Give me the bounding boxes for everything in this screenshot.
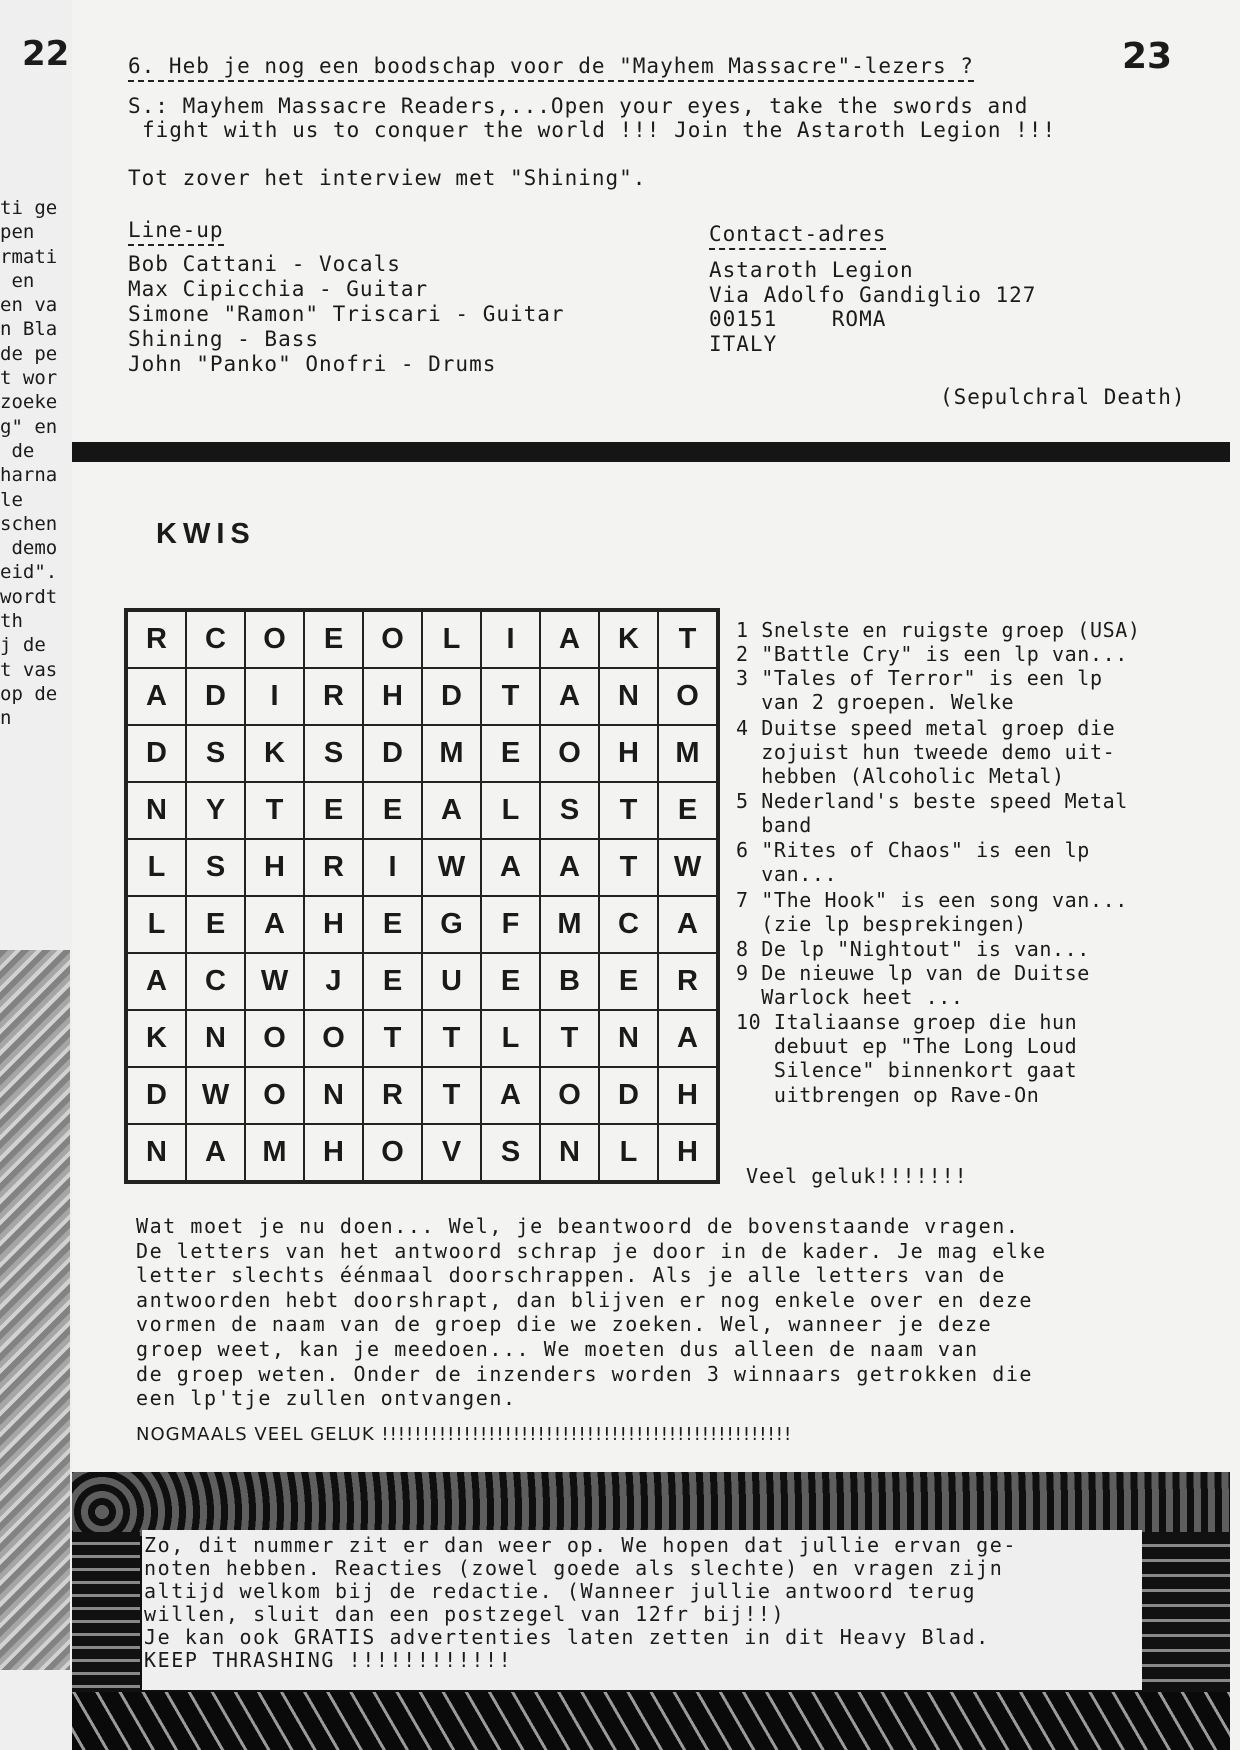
interview-closing: Tot zover het interview met "Shining".: [128, 166, 647, 190]
previous-page-text-line: zoeke: [0, 391, 58, 414]
grid-cell: T: [540, 1010, 599, 1067]
previous-page-text-line: t wor: [0, 367, 58, 390]
instruction-line: een lp'tje zullen ontvangen.: [136, 1386, 517, 1411]
quiz-question-line: 3 "Tales of Terror" is een lp: [736, 666, 1103, 690]
grid-cell: A: [481, 1067, 540, 1124]
contact-address: [709, 258, 1036, 356]
grid-cell: A: [481, 839, 540, 896]
grid-cell: N: [599, 668, 658, 725]
grid-cell: A: [186, 1124, 245, 1181]
grid-cell: E: [599, 953, 658, 1010]
grid-cell: Y: [186, 782, 245, 839]
closing-message-line: KEEP THRASHING !!!!!!!!!!!!: [144, 1648, 513, 1672]
grid-cell: V: [422, 1124, 481, 1181]
contact-line: 00151 ROMA: [709, 307, 887, 331]
grid-cell: R: [127, 611, 186, 668]
closing-message-line: altijd welkom bij de redactie. (Wanneer jullie antwoord terug: [144, 1579, 977, 1603]
lineup-list: [128, 252, 565, 377]
grid-cell: A: [540, 839, 599, 896]
grid-cell: W: [658, 839, 717, 896]
final-good-luck: NOGMAALS VEEL GELUK !!!!!!!!!!!!!!!!!!!!!!!!!!!!!!!!!!!!!!!!!!!!!!!!!!: [136, 1424, 793, 1445]
previous-page-text-line: op de: [0, 682, 58, 705]
contact-line: Via Adolfo Gandiglio 127: [709, 282, 1037, 307]
grid-cell: S: [304, 725, 363, 782]
grid-cell: C: [186, 953, 245, 1010]
contact-line: ITALY: [709, 331, 778, 356]
grid-cell: O: [304, 1010, 363, 1067]
instruction-line: groep weet, kan je meedoen... We moeten dus alleen de naam van: [136, 1336, 979, 1361]
page-number-22: 22: [22, 34, 70, 74]
grid-cell: E: [481, 953, 540, 1010]
previous-page-illustration: [0, 950, 70, 1670]
closing-message-line: noten hebben. Reacties (zowel goede als slechte) en vragen zijn: [144, 1556, 1004, 1580]
grid-cell: R: [363, 1067, 422, 1124]
grid-cell: G: [422, 896, 481, 953]
grid-cell: T: [599, 839, 658, 896]
grid-cell: I: [363, 839, 422, 896]
grid-cell: R: [304, 839, 363, 896]
grid-cell: H: [245, 839, 304, 896]
page-23: [72, 0, 1240, 1750]
contact-heading: Contact-adres: [709, 222, 886, 250]
quiz-question-line: 7 "The Hook" is een song van...: [736, 888, 1128, 912]
grid-cell: A: [245, 896, 304, 953]
grid-cell: E: [186, 896, 245, 953]
quiz-question-line: 10 Italiaanse groep die hun: [736, 1010, 1078, 1034]
previous-page-text-line: wordt: [0, 585, 58, 608]
previous-page-text-line: g" en: [0, 415, 58, 438]
word-search-grid: [124, 608, 720, 1184]
grid-cell: E: [304, 611, 363, 668]
quiz-question-line: uitbrengen op Rave-On: [736, 1083, 1040, 1107]
grid-cell: T: [363, 1010, 422, 1067]
contact-line: Astaroth Legion: [709, 258, 914, 282]
previous-page-text-line: t vas: [0, 658, 58, 681]
quiz-question-line: 9 De nieuwe lp van de Duitse: [736, 961, 1090, 985]
grid-cell: T: [422, 1067, 481, 1124]
grid-cell: N: [540, 1124, 599, 1181]
grid-cell: A: [127, 668, 186, 725]
lineup-member: Shining - Bass: [128, 327, 320, 351]
previous-page-text-line: j de: [0, 634, 46, 657]
quiz-question-line: 1 Snelste en ruigste groep (USA): [736, 618, 1141, 642]
grid-cell: A: [127, 953, 186, 1010]
previous-page-text-line: de: [0, 439, 35, 462]
previous-page-text-line: de pe: [0, 342, 58, 365]
grid-cell: L: [422, 611, 481, 668]
grid-cell: J: [304, 953, 363, 1010]
instruction-line: De letters van het antwoord schrap je door in de kader. Je mag elke: [136, 1238, 1047, 1263]
grid-cell: L: [481, 1010, 540, 1067]
grid-cell: N: [127, 1124, 186, 1181]
instruction-line: de groep weten. Onder de inzenders worden 3 winnaars getrokken die: [136, 1361, 1034, 1386]
closing-message-line: Je kan ook GRATIS advertenties laten zetten in dit Heavy Blad.: [144, 1625, 990, 1649]
page-number: 23: [1122, 36, 1173, 77]
grid-cell: S: [186, 725, 245, 782]
lineup-member: Max Cipicchia - Guitar: [128, 277, 429, 301]
closing-message: [142, 1530, 1142, 1690]
grid-cell: A: [658, 1010, 717, 1067]
grid-cell: T: [422, 1010, 481, 1067]
quiz-question-line: 5 Nederland's beste speed Metal: [736, 789, 1128, 813]
lineup-member: Simone "Ramon" Triscari - Guitar: [128, 302, 565, 326]
previous-page-text-line: en va: [0, 294, 58, 317]
grid-cell: T: [245, 782, 304, 839]
grid-cell: W: [186, 1067, 245, 1124]
instruction-line: vormen de naam van de groep die we zoeken. Wel, wanneer je deze: [136, 1312, 993, 1337]
grid-cell: K: [599, 611, 658, 668]
grid-cell: B: [540, 953, 599, 1010]
grid-cell: W: [245, 953, 304, 1010]
grid-cell: D: [127, 725, 186, 782]
grid-cell: D: [127, 1067, 186, 1124]
quiz-question-line: 8 De lp "Nightout" is van...: [736, 937, 1090, 961]
grid-cell: A: [422, 782, 481, 839]
interview-answer-line-1: S.: Mayhem Massacre Readers,...Open your eyes, take the swords and: [128, 94, 1029, 118]
grid-cell: O: [245, 1067, 304, 1124]
grid-cell: D: [422, 668, 481, 725]
grid-cell: L: [599, 1124, 658, 1181]
grid-cell: R: [658, 953, 717, 1010]
grid-cell: I: [481, 611, 540, 668]
previous-page-text-line: pen: [0, 221, 35, 244]
previous-page-text-line: n Bla: [0, 318, 58, 341]
lineup-heading: Line-up: [128, 218, 224, 246]
footer-border-art: [72, 1472, 1230, 1750]
quiz-question-line: hebben (Alcoholic Metal): [736, 764, 1065, 788]
instruction-line: Wat moet je nu doen... Wel, je beantwoord de bovenstaande vragen.: [136, 1214, 1020, 1238]
grid-cell: E: [481, 725, 540, 782]
grid-cell: T: [599, 782, 658, 839]
previous-page-text-fragments: [0, 196, 57, 731]
grid-cell: A: [540, 611, 599, 668]
grid-cell: A: [540, 668, 599, 725]
grid-cell: H: [658, 1124, 717, 1181]
grid-cell: E: [363, 782, 422, 839]
grid-cell: F: [481, 896, 540, 953]
closing-message-line: willen, sluit dan een postzegel van 12fr bij!!): [144, 1602, 786, 1626]
quiz-question-line: debuut ep "The Long Loud: [736, 1034, 1078, 1058]
previous-page-text-line: rmati: [0, 245, 58, 268]
grid-cell: E: [363, 953, 422, 1010]
skull-border-bottom: [72, 1692, 1230, 1750]
grid-cell: D: [186, 668, 245, 725]
grid-cell: O: [245, 1010, 304, 1067]
quiz-question-line: Warlock heet ...: [736, 985, 964, 1009]
previous-page-edge: [0, 0, 73, 1750]
grid-cell: E: [304, 782, 363, 839]
good-luck-text: Veel geluk!!!!!!!: [746, 1164, 968, 1188]
grid-cell: S: [186, 839, 245, 896]
section-divider-top: [72, 442, 1230, 462]
skull-border-right: [1134, 1532, 1230, 1702]
grid-cell: O: [363, 611, 422, 668]
previous-page-text-line: le: [0, 488, 23, 511]
quiz-question-line: van...: [736, 862, 838, 886]
grid-cell: H: [304, 1124, 363, 1181]
grid-cell: K: [127, 1010, 186, 1067]
previous-page-text-line: th: [0, 610, 23, 633]
grid-cell: R: [304, 668, 363, 725]
grid-cell: S: [540, 782, 599, 839]
grid-cell: H: [658, 1067, 717, 1124]
previous-page-text-line: schen: [0, 512, 58, 535]
previous-page-text-line: en: [0, 269, 35, 292]
grid-cell: O: [363, 1124, 422, 1181]
grid-cell: N: [304, 1067, 363, 1124]
grid-cell: M: [422, 725, 481, 782]
quiz-question-line: 2 "Battle Cry" is een lp van...: [736, 642, 1128, 666]
interview-answer-line-2: fight with us to conquer the world !!! Join the Astaroth Legion !!!: [142, 118, 1057, 142]
quiz-question-line: 4 Duitse speed metal groep die: [736, 716, 1116, 740]
grid-cell: D: [363, 725, 422, 782]
grid-cell: T: [481, 668, 540, 725]
grid-cell: O: [658, 668, 717, 725]
grid-cell: L: [127, 896, 186, 953]
quiz-instructions: [136, 1214, 1047, 1411]
grid-cell: H: [304, 896, 363, 953]
grid-cell: M: [245, 1124, 304, 1181]
grid-cell: M: [658, 725, 717, 782]
grid-cell: N: [599, 1010, 658, 1067]
interview-question: 6. Heb je nog een boodschap voor de "Mayhem Massacre"-lezers ?: [128, 54, 974, 82]
previous-page-text-line: n: [0, 707, 12, 730]
grid-cell: E: [363, 896, 422, 953]
lineup-member: John "Panko" Onofri - Drums: [128, 352, 497, 376]
quiz-question-line: band: [736, 813, 812, 837]
grid-cell: O: [540, 725, 599, 782]
closing-message-line: Zo, dit nummer zit er dan weer op. We hopen dat jullie ervan ge-: [144, 1533, 1018, 1557]
grid-cell: N: [127, 782, 186, 839]
grid-cell: I: [245, 668, 304, 725]
grid-cell: T: [658, 611, 717, 668]
quiz-title: KWIS: [156, 518, 256, 550]
grid-cell: L: [127, 839, 186, 896]
grid-cell: H: [363, 668, 422, 725]
grid-cell: E: [658, 782, 717, 839]
grid-cell: O: [540, 1067, 599, 1124]
quiz-question-line: (zie lp besprekingen): [736, 912, 1027, 936]
previous-page-text-line: demo: [0, 537, 58, 560]
instruction-line: antwoorden hebt doorshrapt, dan blijven er nog enkele over en deze: [136, 1287, 1034, 1312]
grid-cell: L: [481, 782, 540, 839]
skull-border-top: [72, 1472, 1230, 1536]
previous-page-text-line: ti ge: [0, 197, 58, 219]
grid-cell: D: [599, 1067, 658, 1124]
previous-page-text-line: harna: [0, 464, 58, 487]
grid-cell: C: [599, 896, 658, 953]
grid-cell: O: [245, 611, 304, 668]
grid-cell: W: [422, 839, 481, 896]
lineup-member: Bob Cattani - Vocals: [128, 252, 401, 276]
grid-cell: M: [540, 896, 599, 953]
instruction-line: letter slechts éénmaal doorschrappen. Als je alle letters van de: [136, 1263, 1006, 1288]
grid-cell: A: [658, 896, 717, 953]
skull-border-left: [72, 1532, 140, 1702]
author-signature: (Sepulchral Death): [940, 385, 1186, 409]
grid-cell: S: [481, 1124, 540, 1181]
quiz-question-line: Silence" binnenkort gaat: [736, 1058, 1078, 1082]
grid-cell: H: [599, 725, 658, 782]
grid-cell: U: [422, 953, 481, 1010]
grid-cell: K: [245, 725, 304, 782]
grid-cell: C: [186, 611, 245, 668]
quiz-question-line: 6 "Rites of Chaos" is een lp: [736, 838, 1090, 862]
grid-cell: N: [186, 1010, 245, 1067]
quiz-question-line: van 2 groepen. Welke: [736, 690, 1015, 714]
quiz-question-line: zojuist hun tweede demo uit-: [736, 740, 1116, 764]
previous-page-text-line: eid".: [0, 561, 58, 584]
